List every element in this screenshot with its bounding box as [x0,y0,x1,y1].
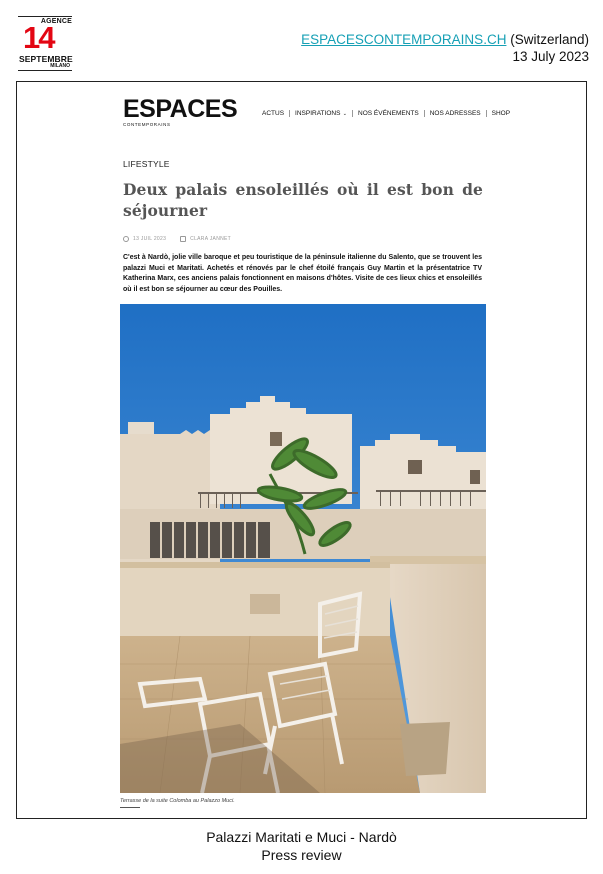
site-nav [257,110,515,117]
site-logo-text: ESPACES [123,95,238,123]
article-photo-terrace [120,304,486,793]
article-meta [123,236,231,242]
article-author[interactable]: CLARA JANNET [190,236,232,242]
nav-item-evenements[interactable]: NOS ÉVÉNEMENTS [358,110,419,117]
logo-number: 14 [23,20,54,55]
site-logo-subtext: CONTEMPORAINS [123,122,171,127]
logo-septembre-text: SEPTEMBRE [19,54,73,64]
nav-item-inspirations-label: INSPIRATIONS [295,110,341,117]
site-logo[interactable] [123,97,237,127]
article-title: Deux palais ensoleillés où il est bon de séjourner [123,180,483,220]
nav-item-inspirations[interactable] [290,110,352,117]
source-info [301,31,589,65]
source-date: 13 July 2023 [512,49,589,64]
logo-milano-text: MILANO [50,63,70,69]
nav-item-adresses[interactable]: NOS ADRESSES [429,110,481,117]
footer-subtitle: Press review [261,847,342,863]
clock-icon [123,236,129,242]
article-frame [16,81,587,819]
agency-logo [18,16,74,72]
nav-item-shop[interactable]: SHOP [491,110,511,117]
photo-caption: Terrasse de la suite Colomba au Palazzo Muci. [120,798,235,804]
logo-agence-text: AGENCE [40,18,72,25]
nav-item-actus[interactable]: ACTUS [262,110,285,117]
terrace-illustration [120,304,486,793]
article-date: 13 JUIL 2023 [133,236,167,242]
caption-divider [120,807,140,808]
article-lead: C'est à Nardò, jolie ville baroque et peu touristique de la péninsule italienne du Salento, que se trouvent les palazzi Muci et Maritati. Achetés et rénovés par le chef étoilé français Guy Martin et la présentatrice TV Katherina Marx, ces anciens palais fonctionnent en maisons d'hôtes. Visite de ces lieux chics et ensoleillés où il est bon se séjourner au cœur des Pouilles. [123,254,482,293]
article-category[interactable]: LIFESTYLE [123,159,170,169]
source-country: (Switzerland) [510,32,589,47]
logo-rule [18,70,72,71]
logo-rule [18,16,72,17]
footer-title: Palazzi Maritati e Muci - Nardò [206,829,397,845]
document-icon [180,236,186,242]
source-site-link[interactable]: ESPACESCONTEMPORAINS.CH [301,32,507,47]
chevron-down-icon: ⌄ [341,111,348,117]
